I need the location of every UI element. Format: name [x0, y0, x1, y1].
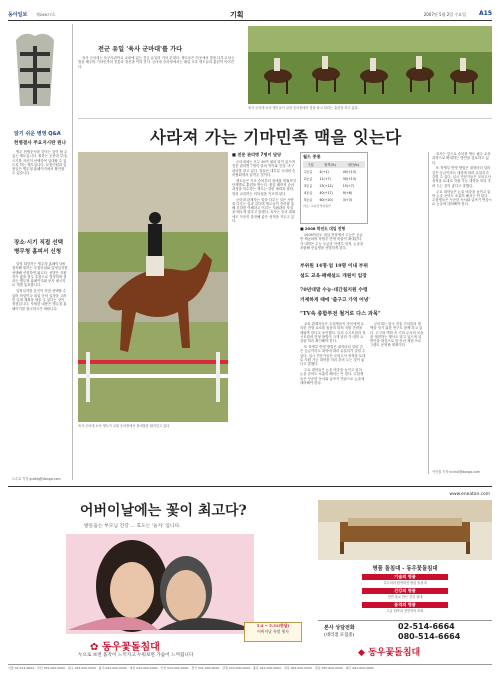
table-cell: 30(+13) [342, 176, 357, 181]
qa-question: 헌병결사 주요지시란 뭔나 [14, 141, 67, 146]
edu-paragraph: 또 학생부 반영 방법은 대학마다 달라 같은 등급이라도 대학에 따라 유불리가 갈릴 수 있다. 입시 전문가들은 모의고사 성적을 토대로 지원 가능 대학을 미리 추려 두는 것이 좋다고 말했다. [300, 345, 366, 367]
ad-headline: 어버이날에는 꽃이 최고다? [80, 503, 247, 519]
column-header: 내신(%) [347, 163, 360, 167]
edu-headline-1: 부위원 14명·엄 19명 이내 부위 [300, 263, 369, 269]
edu-paragraph: 2008학년도 대입 전형에서 수능은 등급만 제공되며 학생부 반영 비율이 확대된다. 각 대학은 수능 등급과 학생부 성적, 논술을 조합해 신입생을 선발하게 된다. [300, 233, 364, 250]
edu-body-top [300, 233, 366, 257]
ad-right-footer [358, 645, 420, 658]
tag-label: 건강의 명품 [362, 588, 448, 594]
edu-paragraph: 또 학생부 반영 방법은 대학마다 달라 같은 등급이라도 대학에 따라 유불리가 갈릴 수 있다. 입시 전문가들은 모의고사 성적을 토대로 지원 가능 대학을 미리 추려 두는 것이 좋다고 말했다. [432, 166, 491, 188]
edu-headline-2: 설도 교육·패배설드 개원이 입장 [300, 273, 367, 279]
feature-paragraph: 군마대는 한국 전통 기마술의 명맥을 잇기 위한 연구도 함께 하고 있다. 고구려 벽화 속 기마 무사의 모습을 재현하는 행사도 열고 있으며 일반인을 대상으로 한 승마 체험 프로그램도 운영할 계획이다. [370, 322, 424, 348]
feature-body-top [78, 56, 238, 104]
headline-rule [78, 118, 492, 119]
edu-body-right [370, 322, 424, 468]
sidebar-paragraph: 입영일자를 본인이 직접 선택할 수 있어 학업이나 취업 준비 일정을 고려한 입대 계획을 세울 수 있다는 것이 장점입니다. 자세한 내용은 병무청 홈페이지를 참고하시기 바랍니다. [12, 289, 67, 311]
edu-paragraph: 주요 대학들은 논술 비중을 높이고 있어 논술 준비도 소홀히 해서는 안 된다. 수험생들은 꾸준한 독서와 글쓰기 연습으로 논술에 대비해야 한다. [300, 368, 365, 386]
ad-brand [90, 638, 160, 653]
ad-right [318, 490, 492, 660]
feature-body-col-1 [232, 160, 296, 432]
stats-box-title: 월드 중통 [303, 154, 321, 159]
table-cell: 4(+1) [319, 169, 329, 174]
page-number: A15 [479, 10, 492, 17]
issue-number: 제26677호 [36, 12, 56, 17]
edu-quote: "TV속 종합부전 철거로 다스 과목" [300, 311, 381, 317]
masthead-rule [8, 20, 492, 21]
tag-box-2 [362, 588, 448, 599]
phone-number-1: 02-514-6664 [398, 622, 455, 631]
ad-separator [8, 486, 492, 487]
masthead [8, 10, 492, 19]
ad-site: www.eneaton.com [449, 492, 490, 497]
table-cell: 9(+6) [342, 190, 352, 195]
edu-headline-4: 거제하게 때에 '출구고 가역 어녕' [300, 297, 370, 303]
table-cell: 60(+20) [319, 197, 333, 202]
contact-sub: (대리점 모집중) [324, 633, 355, 638]
qa-label: 알기 쉬운 병영 Q&A [14, 131, 61, 137]
ad-photo-image [8, 534, 312, 634]
table-cell: 3등급 [304, 184, 313, 188]
sidebar-body-1 [12, 150, 68, 234]
feature-headline: 사라져 가는 기마민족 맥을 잇는다 [150, 128, 402, 147]
paper-name: 동아일보 [8, 12, 28, 18]
sidebar-body-2 [12, 262, 68, 472]
table-row [303, 182, 365, 189]
horse-jump-image [78, 152, 228, 422]
ad-subline: 발돋움는 부모님 건강 ... 효도는 '놀자' 입니다. [84, 524, 181, 529]
ad-badge-dates: 5.4 ~ 5.31(한달) [256, 623, 290, 628]
flower-icon: ✿ [90, 642, 102, 653]
table-cell: 40(+13) [342, 169, 357, 174]
ad-left [8, 490, 312, 660]
ad-product-title: 명품 돌침대 - 동우꽃돌침대 [372, 566, 438, 572]
feature-subhead: ■ 전문 관리병 7명이 담당 [232, 152, 282, 157]
table-cell: 15(+7) [342, 183, 354, 188]
dealer-footer: 서울 02-514-6664 · 부산 051-000-0000 · 대구 053-000-0000 · 광주 062-000-0000 · 대전 042-000-0000 · 인천 032-000-0000 · 경기 031-000-0000 · 강원 033-000-0000 · 충북 043-000-0000 · 전북 063-000-0000 · 경남 055-000-0000 · 제주 064-000-0000 [8, 664, 492, 682]
photo2-caption: 육사 군마대 소속 생도가 교내 승마장에서 장애물을 뛰어넘고 있다. [78, 424, 171, 428]
stats-table [303, 161, 365, 203]
table-cell: 5등급 [304, 198, 313, 202]
table-cell: 11(+7) [319, 176, 331, 181]
sidebar-paragraph: 병무 헌병운사를 중이는 것이 할 수 있는 제도입니다. 원하는 군종과 부대, 시기를 자신이 선택하여 입대할 수 있도록 하는 제도입니다. 모집인원과 입영일은 병무청 홈페이지에서 확인할 수 있습니다. [12, 150, 68, 176]
tag-label: 품격의 명품 [362, 602, 448, 608]
tag-box-3 [362, 602, 448, 613]
answer-title-1: 장소·시기 직접 선택 [14, 240, 64, 246]
right-column-divider [428, 152, 429, 474]
table-row [303, 168, 365, 175]
hanja-logo [10, 26, 60, 112]
edu-headline-3: 70년대말 수능-대간침지원 수령 [300, 287, 368, 293]
tag-text: 고급 원목과 천연석의 조화 [386, 609, 424, 613]
contact-box [318, 620, 492, 643]
stats-table-header [303, 161, 365, 168]
edu-subhead: ■ 2008 학년도 대입 전형 [300, 226, 346, 231]
bed-photo-image [318, 500, 492, 560]
feature-paragraph: 생도들은 기초 승마부터 장애물 비월까지 단계별로 훈련을 받는다. 졸업 때까지 승마 과정을 이수하는 생도는 강한 체력과 담력, 말과 교감하는 리더십을 기르게 된다. [232, 178, 296, 196]
cavalry-photo [248, 26, 492, 104]
stats-box [300, 152, 368, 224]
feature-paragraph: 군마대 관계자는 말을 다루는 일은 사람을 다루는 일과 같다며 생도들이 승마를 통해 부하를 이해하고 이끄는 지휘관의 자질을 배우게 된다고 말했다. 육사는 승마 대회에도 꾸준히 출전해 좋은 성적을 거두고 있다. [232, 197, 296, 224]
phone-number-2: 080-514-6664 [398, 632, 461, 641]
table-row [303, 175, 365, 182]
sidebar-byline: 도수호 기자 gudtig@donga.com [12, 477, 61, 481]
feature-kicker: 전군 유일 '육사 군마대'를 가다 [98, 46, 183, 53]
ad-badge-event: 어버이날 특별 행사 [257, 629, 289, 634]
edu-paragraph: 주요 대학들은 논술 비중을 높이고 있어 논술 준비도 소홀히 해서는 안 된다. 수험생들은 꾸준한 독서와 글쓰기 연습으로 논술에 대비해야 한다. [432, 189, 492, 207]
feature-paragraph: 육사 군마대는 육군사관학교 교내에 있는 전군 유일의 기마 부대다. 생도들은 이곳에서 말을 다루고 타는 법을 배우며 기마민족의 전통과 정신을 이어 간다. 군마대 승마장에서는 매일 오후 생도들의 훈련이 이어진다. [78, 56, 235, 69]
table-cell: 1등급 [304, 170, 313, 174]
ad-right-brand: 동우꽃돌침대 [368, 648, 421, 658]
hanja-character [10, 26, 60, 112]
answer-title-2: 병무청 홈피서 신청 [14, 249, 62, 255]
right-column-body [432, 152, 492, 468]
ad-badge [244, 622, 302, 642]
tag-text: 천연 돌로 만든 건강 침대 [387, 595, 423, 599]
issue-date: 2007년 5월 2일 수요일 [423, 12, 466, 17]
table-cell: 3(+3) [342, 197, 352, 202]
feature-paragraph: 육사는 앞으로 승마를 생도 필수 교육 과정으로 확대하는 방안을 검토하고 있다. [432, 152, 491, 165]
stats-note: 자료: 교육인적자원부 [303, 204, 332, 208]
edu-body-col [300, 322, 366, 468]
section-name: 기획 [230, 11, 244, 19]
tag-box-1 [362, 574, 448, 585]
show-jumping-photo [78, 152, 228, 422]
tag-text: 특수처리 원적외선 방출 돌침대 [383, 581, 427, 585]
column-header: 구분 [307, 163, 314, 167]
table-cell: 40(+17) [319, 190, 333, 195]
table-row [303, 189, 365, 196]
table-cell: 2등급 [304, 177, 313, 181]
sidebar-paragraph: 입영 희망자는 병무청 홈페이지에 접속해 원하는 모집단위와 입영일자를 선택해 신청하면 됩니다. 선발은 지원자가 많을 경우 추첨으로 결정하며 결과는 병무청 홈페이지와 문자 메시지로 개별 통보합니다. [12, 262, 68, 288]
tag-label: 기술의 명품 [362, 574, 448, 580]
column-header: 합격(%) [324, 163, 336, 167]
riders-photo-image [248, 26, 492, 104]
contact-label: 본사 상담전화 [324, 625, 355, 631]
feature-paragraph: 군마대에는 모두 30여 필의 말이 있으며 전문 관리병 7명이 말의 먹이와 건강, 마구 관리를 맡고 있다. 말들은 대부분 국내외 승마협회에서 들여온 것이다. [232, 160, 296, 177]
brand-logo-icon: ◆ [358, 648, 369, 658]
table-row [303, 196, 365, 203]
ad-brand-name: 동우꽃돌침대 [101, 642, 160, 653]
sidebar-divider [72, 24, 73, 480]
edu-byline: 이인철 기자 inchul@donga.com [432, 470, 480, 474]
photo1-caption: 육사 군마대 소속 생도들이 교내 승마장에서 말을 타고 달리는 훈련을 하고 있다. [248, 106, 359, 110]
ad-slogan: 누으로 보면 흙작이 느끼지고 누워보면 가슴이 느껴집니다 [78, 653, 194, 658]
table-cell: 23(+12) [319, 183, 333, 188]
edu-paragraph: 교육 관계자들은 수험생들이 자신에게 유리한 전형 요소를 꼼꼼히 따져 지원 전략을 세워야 한다고 조언했다. 특히 수시모집과 정시모집의 전형 방법이 크게 달라 각 대학 요강을 미리 확인해야 한다. [300, 322, 366, 344]
table-cell: 4등급 [304, 191, 313, 195]
